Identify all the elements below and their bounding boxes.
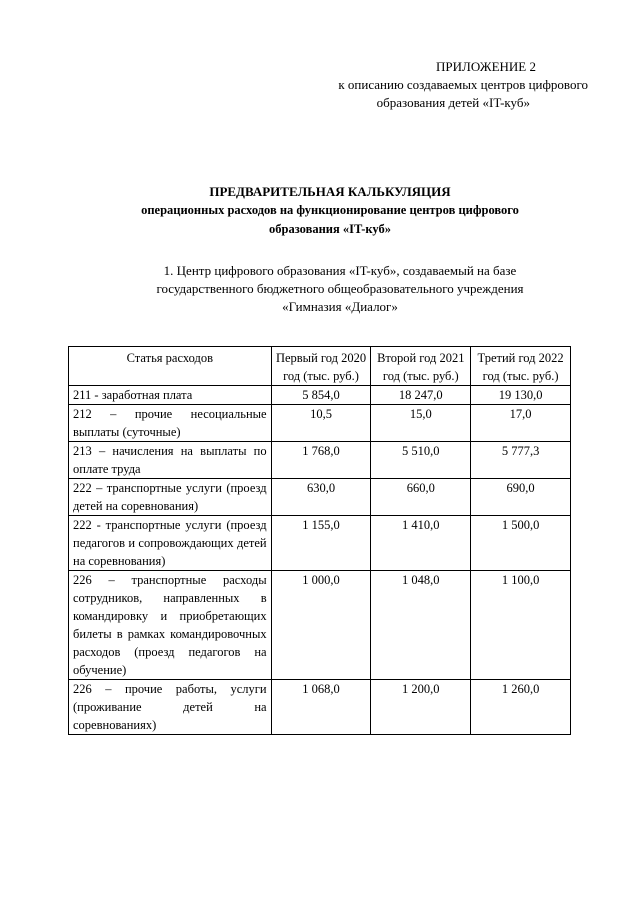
expense-item-cell: 222 - транспортные услуги (проезд педагогов и сопровождающих детей на соревнования)	[69, 516, 272, 571]
year-1-cell: 1 000,0	[271, 571, 371, 680]
table-row	[69, 516, 571, 571]
year-1-cell: 10,5	[271, 405, 371, 442]
year-1-cell: 5 854,0	[271, 386, 371, 405]
table-row	[69, 386, 571, 405]
table-row	[69, 680, 571, 735]
table-row	[69, 571, 571, 680]
expense-item-cell: 213 – начисления на выплаты по оплате труда	[69, 442, 272, 479]
title-subtitle-line1: операционных расходов на функционирование центров цифрового	[141, 203, 519, 217]
year-3-cell: 1 100,0	[471, 571, 571, 680]
table-row	[69, 442, 571, 479]
appendix-header	[288, 58, 588, 112]
year-1-cell: 1 068,0	[271, 680, 371, 735]
section-line3: «Гимназия «Диалог»	[282, 299, 398, 314]
expense-item-cell: 226 – транспортные расходы сотрудников, направленных в командировку и приобретающих билеты в рамках командировочных расходов (проезд педагогов на обучение)	[69, 571, 272, 680]
year-2-cell: 1 200,0	[371, 680, 471, 735]
header-year-1: Первый год 2020 год (тыс. руб.)	[271, 347, 371, 386]
year-2-cell: 18 247,0	[371, 386, 471, 405]
section-heading	[90, 262, 590, 316]
expense-item-cell: 212 – прочие несоциальные выплаты (суточные)	[69, 405, 272, 442]
table-row	[69, 479, 571, 516]
header-expense-item: Статья расходов	[69, 347, 272, 386]
year-2-cell: 660,0	[371, 479, 471, 516]
year-2-cell: 15,0	[371, 405, 471, 442]
year-3-cell: 19 130,0	[471, 386, 571, 405]
appendix-description-line2: образования детей «IT-куб»	[376, 95, 530, 110]
year-3-cell: 5 777,3	[471, 442, 571, 479]
appendix-description-line1: к описанию создаваемых центров цифрового	[338, 77, 588, 92]
table-row	[69, 405, 571, 442]
section-line2: государственного бюджетного общеобразовательного учреждения	[156, 281, 524, 296]
year-3-cell: 17,0	[471, 405, 571, 442]
year-2-cell: 1 048,0	[371, 571, 471, 680]
appendix-number: ПРИЛОЖЕНИЕ 2	[436, 59, 536, 74]
year-2-cell: 1 410,0	[371, 516, 471, 571]
year-2-cell: 5 510,0	[371, 442, 471, 479]
year-3-cell: 1 260,0	[471, 680, 571, 735]
expenses-table	[68, 346, 571, 735]
document-title	[60, 182, 600, 239]
section-line1: 1. Центр цифрового образования «IT-куб», создаваемый на базе	[163, 263, 517, 278]
year-1-cell: 630,0	[271, 479, 371, 516]
year-3-cell: 1 500,0	[471, 516, 571, 571]
title-subtitle-line2: образования «IT-куб»	[269, 222, 391, 236]
year-1-cell: 1 155,0	[271, 516, 371, 571]
title-main: ПРЕДВАРИТЕЛЬНАЯ КАЛЬКУЛЯЦИЯ	[209, 184, 451, 199]
header-year-3: Третий год 2022 год (тыс. руб.)	[471, 347, 571, 386]
year-1-cell: 1 768,0	[271, 442, 371, 479]
header-year-2: Второй год 2021 год (тыс. руб.)	[371, 347, 471, 386]
table-header-row	[69, 347, 571, 386]
expense-item-cell: 226 – прочие работы, услуги (проживание детей на соревнованиях)	[69, 680, 272, 735]
expense-item-cell: 222 – транспортные услуги (проезд детей на соревнования)	[69, 479, 272, 516]
expense-item-cell: 211 - заработная плата	[69, 386, 272, 405]
year-3-cell: 690,0	[471, 479, 571, 516]
